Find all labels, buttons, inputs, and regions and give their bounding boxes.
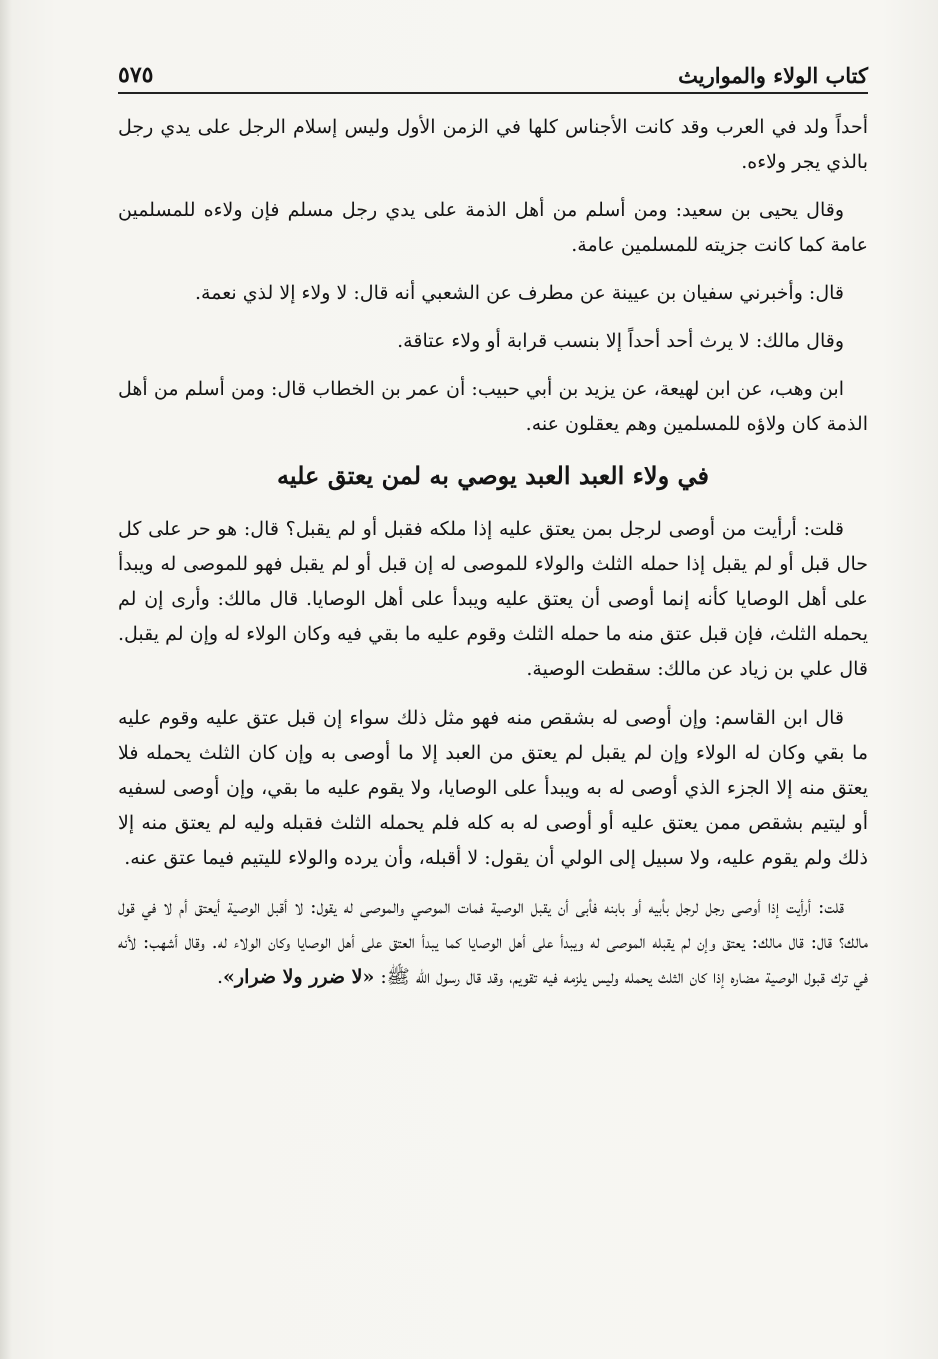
running-title: كتاب الولاء والمواريث — [678, 63, 868, 88]
page-header — [118, 52, 868, 94]
paragraph-4: وقال مالك: لا يرث أحد أحداً إلا بنسب قرابة أو ولاء عتاقة. — [397, 330, 844, 352]
final-period: . — [216, 966, 224, 988]
paragraph-5: ابن وهب، عن ابن لهيعة، عن يزيد بن أبي حبيب: أن عمر بن الخطاب قال: ومن أسلم من أهل الذمة كان ولاؤه للمسلمين وهم يعقلون عنه. — [118, 378, 868, 435]
hadith-quote: «لا ضرر ولا ضرار» — [223, 966, 375, 988]
section-paragraph-2: قال ابن القاسم: وإن أوصى له بشقص منه فهو مثل ذلك سواء إن قبل عتق عليه وقوم عليه ما بقي وكان له الولاء وإن لم يقبل لم يعتق من العبد إلا ما أوصى به وإن كان الثلث يحمله فلا يعتق منه إلا الجزء الذي أوصى له به ويبدأ على الوصايا، ولا يقوم عليه ما بقي، وإن أوصى لسفيه أو ليتيم بشقص ممن يعتق عليه أو أوصى له به كله فلم يحمله الثلث فقبله وليه لم يعتق منه إلا ذلك ولم يقوم عليه، ولا سبيل إلى الولي أن يقول: لا أقبله، وأن يرده والولاء لليتيم فيما عتق عنه. — [118, 707, 868, 869]
page-body — [118, 110, 868, 1008]
section-heading: في ولاء العبد العبد يوصي به لمن يعتق عليه — [276, 461, 710, 490]
section-paragraph-3-text: قلت: أرأيت إذا أوصى رجل لرجل بأبيه أو بابنه فأبى أن يقبل الوصية فمات الموصي والموصى له يقول: لا أقبل الوصية أيعتق أم لا في قول مالك؟ قال: قال مالك: يعتق وإن لم يقبله الموصى له ويبدأ على أهل الوصايا كما يبدأ العتق على أهل الوصايا وكان الولاء له. وقال أشهب: لأنه في ترك قبول الوصية مضاره إذا كان الثلث يحمله وليس يلزمه فيه تقويم، وقد قال رسول الله ﷺ: — [118, 896, 868, 988]
page-crease-shadow — [0, 0, 12, 1359]
section-paragraph-1: قلت: أرأيت من أوصى لرجل بمن يعتق عليه إذا ملكه فقبل أو لم يقبل؟ قال: هو حر على كل حال قبل أو لم يقبل إذا حمله الثلث والولاء للموصى له إن قبل أو لم يقبل فهو للموصى له ويبدأ على أهل الوصايا كأنه إنما أوصى أن يعتق عليه ويبدأ على أهل الوصايا. قال مالك: وأرى إن لم يحمله الثلث، فإن قبل عتق منه ما حمله الثلث وقوم عليه ما بقي فيه وكان الولاء له وإن لم يقبل. قال علي بن زياد عن مالك: سقطت الوصية. — [118, 518, 868, 680]
section-paragraph-3 — [118, 890, 868, 995]
page-number: ٥٧٥ — [118, 62, 154, 88]
paragraph-2: وقال يحيى بن سعيد: ومن أسلم من أهل الذمة على يدي رجل مسلم فإن ولاءه للمسلمين عامة كما كانت جزيته للمسلمين عامة. — [118, 199, 868, 256]
paragraph-1: أحداً ولد في العرب وقد كانت الأجناس كلها في الزمن الأول وليس إسلام الرجل على يدي رجل بالذي يجر ولاءه. — [118, 116, 868, 173]
paragraph-3: قال: وأخبرني سفيان بن عيينة عن مطرف عن الشعبي أنه قال: لا ولاء إلا لذي نعمة. — [194, 282, 844, 304]
